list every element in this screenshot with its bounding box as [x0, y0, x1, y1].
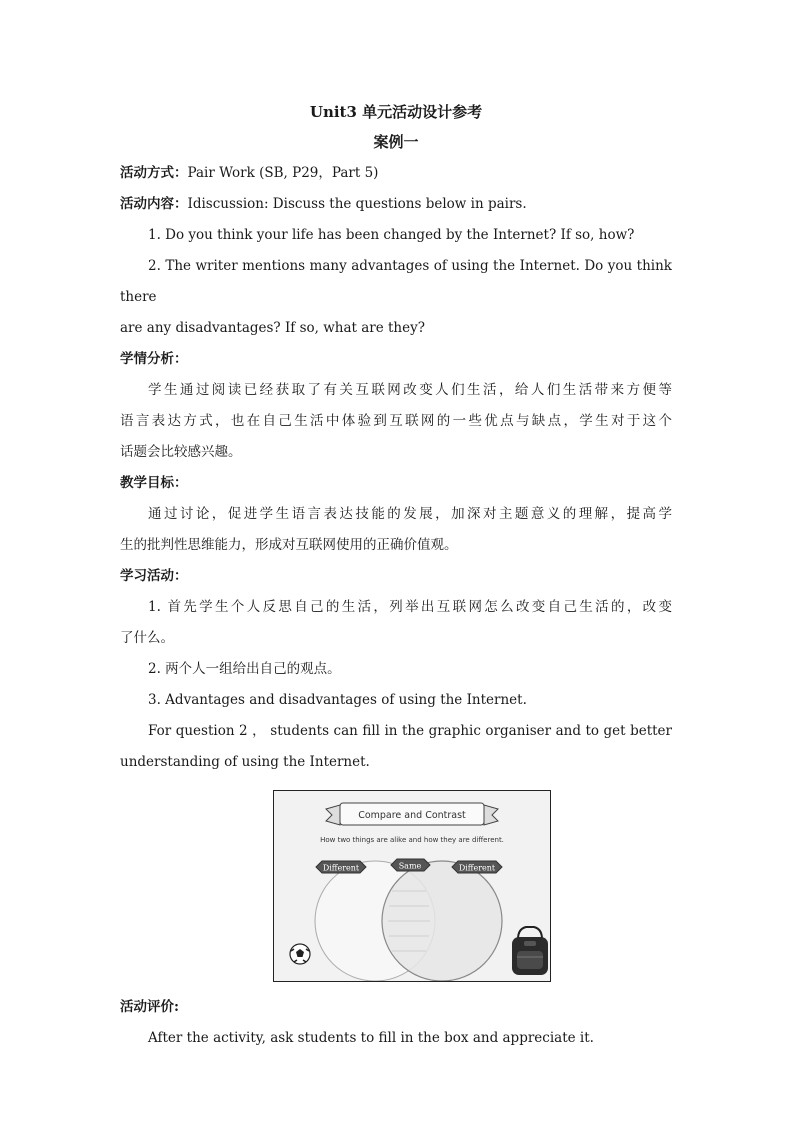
analysis-line-2: 语言表达方式，也在自己生活中体验到互联网的一些优点与缺点，学生对于这个	[120, 413, 672, 429]
activity-mode-label: 活动方式：	[120, 165, 188, 181]
right-different-tag	[452, 861, 502, 873]
activity-content-text: Idiscussion: Discuss the questions below in pairs.	[187, 196, 527, 212]
analysis-line-3: 话题会比较感兴趣。	[120, 444, 242, 460]
activities-line-6: understanding of using the Internet.	[120, 754, 370, 770]
activities-line-5: For question 2 ， students can fill in the graphic organiser and to get better	[148, 723, 672, 739]
evaluation-heading: 活动评价:	[120, 999, 179, 1015]
same-tag	[391, 859, 430, 871]
document-title: Unit3 单元活动设计参考	[309, 103, 483, 121]
activity-content-label: 活动内容：	[120, 196, 188, 212]
compare-contrast-figure	[273, 790, 551, 982]
activities-line-3: 2. 两个人一组给出自己的观点。	[148, 661, 341, 677]
activities-heading: 学习活动：	[120, 568, 188, 584]
goals-heading: 教学目标：	[120, 475, 188, 491]
analysis-line-1: 学生通过阅读已经获取了有关互联网改变人们生活，给人们生活带来方便等	[148, 382, 672, 398]
figure-caption: How two things are alike and how they are different.	[320, 836, 504, 844]
banner-right-tail	[484, 805, 498, 825]
banner-left-tail	[326, 805, 340, 825]
activities-line-4: 3. Advantages and disadvantages of using the Internet.	[148, 692, 527, 708]
banner-title: Compare and Contrast	[358, 810, 466, 821]
question-1: 1. Do you think your life has been changed by the Internet? If so, how?	[148, 227, 635, 243]
venn-diagram	[274, 791, 550, 981]
document-page	[120, 96, 672, 1054]
goals-line-2: 生的批判性思维能力，形成对互联网使用的正确价值观。	[120, 537, 458, 553]
activity-mode	[120, 158, 672, 189]
activities-line-1: 1. 首先学生个人反思自己的生活，列举出互联网怎么改变自己生活的，改变	[148, 599, 672, 615]
activities-line-2: 了什么。	[120, 630, 174, 646]
question-2: 2. The writer mentions many advantages of using the Internet. Do you think there	[120, 258, 672, 305]
soccer-ball-icon	[290, 944, 310, 964]
svg-text:Different: Different	[322, 863, 360, 873]
svg-text:Same: Same	[398, 861, 422, 871]
activity-mode-text: Pair Work (SB, P29，Part 5)	[187, 165, 379, 181]
activity-content	[120, 189, 672, 220]
analysis-heading: 学情分析：	[120, 351, 188, 367]
left-different-tag	[316, 861, 366, 873]
goals-line-1: 通过讨论，促进学生语言表达技能的发展，加深对主题意义的理解，提高学	[148, 506, 672, 522]
backpack-icon	[512, 927, 548, 975]
svg-text:Different: Different	[458, 863, 496, 873]
question-2-continued: are any disadvantages? If so, what are they?	[120, 320, 425, 336]
evaluation-text: After the activity, ask students to fill in the box and appreciate it.	[148, 1030, 594, 1046]
document-subtitle: 案例一	[373, 133, 419, 151]
